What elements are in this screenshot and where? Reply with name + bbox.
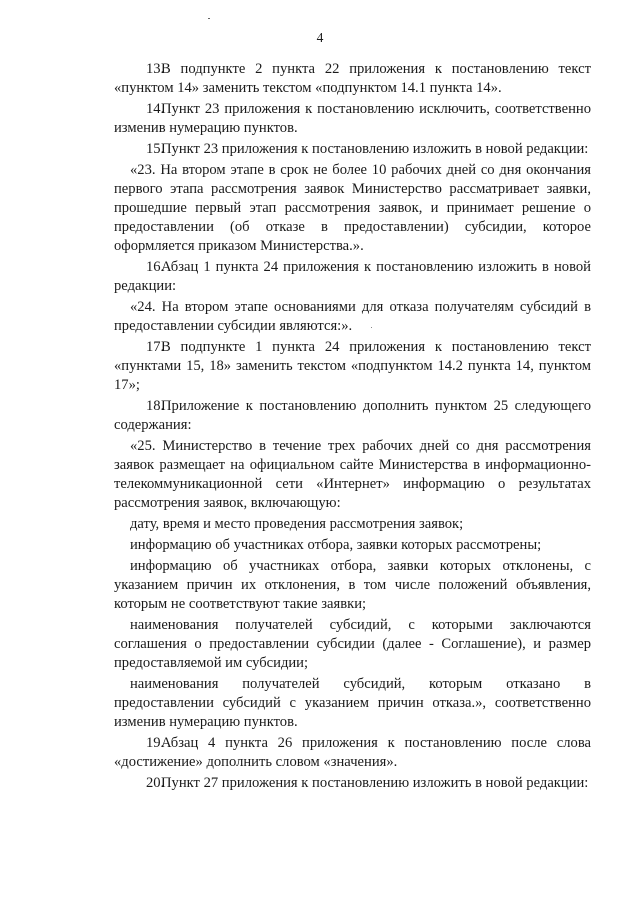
paragraph-text: В подпункте 2 пункта 22 приложения к постановлению текст «пунктом 14» заменить текстом «подпунктом 14.1 пункта 14». xyxy=(114,61,591,96)
paragraph-text: Пункт 27 приложения к постановлению изложить в новой редакции: xyxy=(161,775,589,791)
paragraph-text: «23. На втором этапе в срок не более 10 рабочих дней со дня окончания первого этапа рассмотрения заявок Министерство рассматривает заявки, прошедшие первый этап рассмотрения заявок, и принимает решение о предоставлении (об отказе в предоставлении) субсидии, которое оформляется приказом Министерства.». xyxy=(114,162,591,254)
paragraph xyxy=(114,774,591,793)
paragraph-text: дату, время и место проведения рассмотрения заявок; xyxy=(130,516,464,532)
paragraph xyxy=(114,515,591,534)
scan-artifact xyxy=(208,18,210,19)
paragraph xyxy=(114,616,591,673)
paragraph-text: «24. На втором этапе основаниями для отказа получателям субсидий в предоставлении субсидии являются:». xyxy=(114,299,591,334)
paragraph-text: Пункт 23 приложения к постановлению изложить в новой редакции: xyxy=(161,141,589,157)
paragraph-text: Приложение к постановлению дополнить пунктом 25 следующего содержания: xyxy=(114,398,591,433)
paragraph-text: наименования получателей субсидий, которым отказано в предоставлении субсидий с указанием причин отказа.», соответственно изменив нумерацию пунктов. xyxy=(114,676,591,730)
page-number: 4 xyxy=(316,30,324,45)
paragraph xyxy=(114,557,591,614)
paragraph-text: информацию об участниках отбора, заявки которых рассмотрены; xyxy=(130,537,542,553)
paragraph xyxy=(114,60,591,98)
paragraph xyxy=(114,161,591,256)
item-number: 16. xyxy=(146,259,165,275)
item-number: 17. xyxy=(146,339,165,355)
paragraph xyxy=(114,338,591,395)
paragraph xyxy=(114,298,591,336)
document-body xyxy=(114,60,591,795)
item-number: 19. xyxy=(146,735,165,751)
paragraph xyxy=(114,536,591,555)
item-number: 14. xyxy=(146,101,165,117)
paragraph-text: Пункт 23 приложения к постановлению исключить, соответственно изменив нумерацию пунктов. xyxy=(114,101,591,136)
paragraph xyxy=(114,397,591,435)
paragraph xyxy=(114,258,591,296)
item-number: 20. xyxy=(146,775,165,791)
paragraph xyxy=(114,734,591,772)
paragraph xyxy=(114,675,591,732)
paragraph-text: Абзац 4 пункта 26 приложения к постановлению после слова «достижение» дополнить словом «значения». xyxy=(114,735,591,770)
paragraph-text: наименования получателей субсидий, с которыми заключаются соглашения о предоставлении субсидии (далее - Соглашение), и размер предоставляемой им субсидии; xyxy=(114,617,591,671)
paragraph xyxy=(114,100,591,138)
paragraph-text: информацию об участниках отбора, заявки которых отклонены, с указанием причин их отклонения, в том числе положений объявления, которым не соответствуют такие заявки; xyxy=(114,558,591,612)
paragraph xyxy=(114,437,591,513)
item-number: 13. xyxy=(146,61,165,77)
paragraph-text: «25. Министерство в течение трех рабочих дней со дня рассмотрения заявок размещает на официальном сайте Министерства в информационно-телекоммуникационной сети «Интернет» информацию о результатах рассмотрения заявок, включающую: xyxy=(114,438,591,511)
item-number: 15. xyxy=(146,141,165,157)
paragraph xyxy=(114,140,591,159)
item-number: 18. xyxy=(146,398,165,414)
paragraph-text: Абзац 1 пункта 24 приложения к постановлению изложить в новой редакции: xyxy=(114,259,591,294)
paragraph-text: В подпункте 1 пункта 24 приложения к постановлению текст «пунктами 15, 18» заменить текстом «подпунктом 14.2 пункта 14, пунктом 17»; xyxy=(114,339,591,393)
